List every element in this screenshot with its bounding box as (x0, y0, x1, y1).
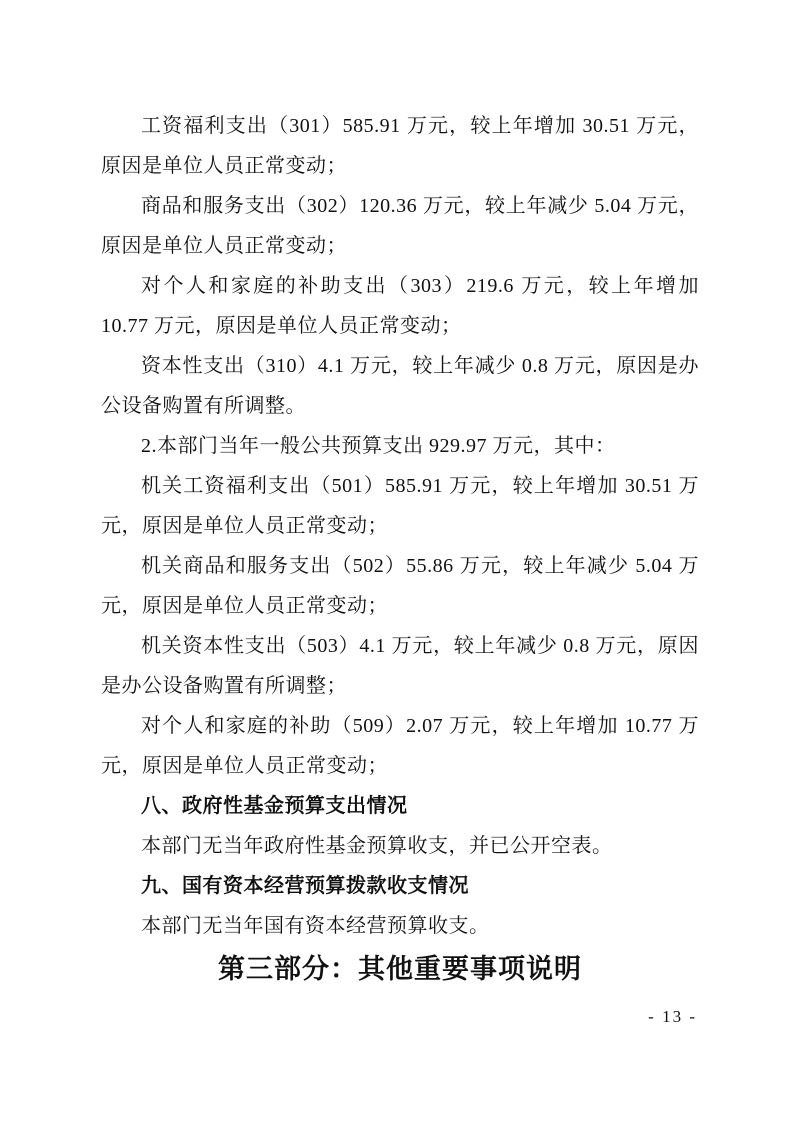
page-number: - 13 - (648, 1007, 697, 1026)
document-body (101, 106, 699, 992)
part-three-title: 第三部分：其他重要事项说明 (218, 954, 582, 984)
paragraph-expense-503: 机关资本性支出（503）4.1 万元，较上年减少 0.8 万元，原因是办公设备购置有所调整； (101, 635, 699, 697)
paragraph-statecapital-note: 本部门无当年国有资本经营预算收支。 (141, 915, 490, 937)
paragraph-expense-303: 对个人和家庭的补助支出（303）219.6 万元，较上年增加 10.77 万元，原因是单位人员正常变动； (101, 275, 699, 337)
paragraph-expense-509: 对个人和家庭的补助（509）2.07 万元，较上年增加 10.77 万元，原因是单位人员正常变动； (101, 715, 699, 777)
heading-section-8: 八、政府性基金预算支出情况 (141, 795, 408, 817)
paragraph-expense-302: 商品和服务支出（302）120.36 万元，较上年减少 5.04 万元，原因是单位人员正常变动； (101, 195, 699, 257)
paragraph-budget-total: 2.本部门当年一般公共预算支出 929.97 万元，其中： (141, 435, 616, 457)
paragraph-expense-501: 机关工资福利支出（501）585.91 万元，较上年增加 30.51 万元，原因是单位人员正常变动； (101, 475, 699, 537)
paragraph-expense-301: 工资福利支出（301）585.91 万元，较上年增加 30.51 万元，原因是单位人员正常变动； (101, 115, 699, 177)
heading-section-9: 九、国有资本经营预算拨款收支情况 (141, 875, 469, 897)
paragraph-govfund-note: 本部门无当年政府性基金预算收支，并已公开空表。 (141, 835, 613, 857)
paragraph-expense-310: 资本性支出（310）4.1 万元，较上年减少 0.8 万元，原因是办公设备购置有所调整。 (101, 355, 699, 417)
paragraph-expense-502: 机关商品和服务支出（502）55.86 万元，较上年减少 5.04 万元，原因是单位人员正常变动； (101, 555, 699, 617)
